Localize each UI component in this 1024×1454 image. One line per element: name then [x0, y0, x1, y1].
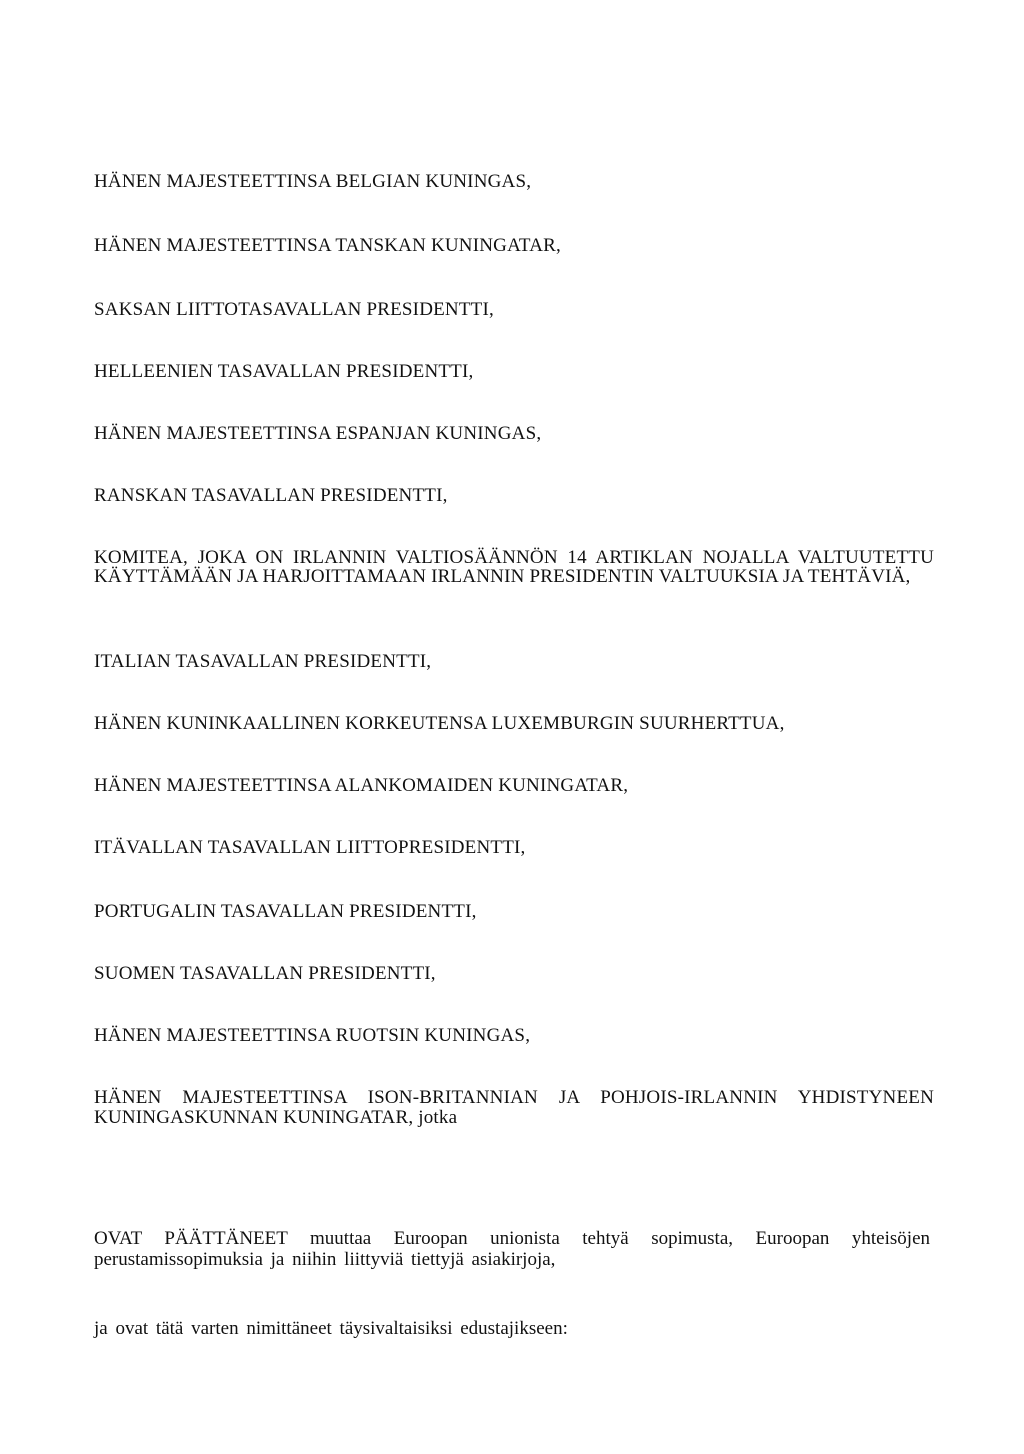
party-greece: HELLEENIEN TASAVALLAN PRESIDENTTI,	[94, 361, 474, 382]
appointment-paragraph: ja ovat tätä varten nimittäneet täysivaltaisiksi edustajikseen:	[94, 1318, 568, 1339]
party-luxembourg: HÄNEN KUNINKAALLINEN KORKEUTENSA LUXEMBURGIN SUURHERTTUA,	[94, 713, 785, 734]
party-sweden: HÄNEN MAJESTEETTINSA RUOTSIN KUNINGAS,	[94, 1025, 531, 1046]
party-belgium: HÄNEN MAJESTEETTINSA BELGIAN KUNINGAS,	[94, 171, 532, 192]
party-france: RANSKAN TASAVALLAN PRESIDENTTI,	[94, 485, 448, 506]
party-netherlands: HÄNEN MAJESTEETTINSA ALANKOMAIDEN KUNINGATAR,	[94, 775, 629, 796]
party-finland: SUOMEN TASAVALLAN PRESIDENTTI,	[94, 963, 436, 984]
party-denmark: HÄNEN MAJESTEETTINSA TANSKAN KUNINGATAR,	[94, 235, 561, 256]
party-austria: ITÄVALLAN TASAVALLAN LIITTOPRESIDENTTI,	[94, 837, 526, 858]
party-spain: HÄNEN MAJESTEETTINSA ESPANJAN KUNINGAS,	[94, 423, 542, 444]
party-united-kingdom: HÄNEN MAJESTEETTINSA ISON-BRITANNIAN JA POHJOIS-IRLANNIN YHDISTYNEEN KUNINGASKUNNAN KUNINGATAR, jotka	[94, 1087, 934, 1128]
party-portugal: PORTUGALIN TASAVALLAN PRESIDENTTI,	[94, 901, 477, 922]
decision-paragraph: OVAT PÄÄTTÄNEET muuttaa Euroopan unionista tehtyä sopimusta, Euroopan yhteisöjen perustamissopimuksia ja niihin liittyviä tiettyjä asiakirjoja,	[94, 1228, 930, 1270]
party-ireland: KOMITEA, JOKA ON IRLANNIN VALTIOSÄÄNNÖN 14 ARTIKLAN NOJALLA VALTUUTETTU KÄYTTÄMÄÄN JA HARJOITTAMAAN IRLANNIN PRESIDENTIN VALTUUKSIA JA TEHTÄVIÄ,	[94, 547, 934, 587]
party-germany: SAKSAN LIITTOTASAVALLAN PRESIDENTTI,	[94, 299, 494, 320]
party-italy: ITALIAN TASAVALLAN PRESIDENTTI,	[94, 651, 432, 672]
